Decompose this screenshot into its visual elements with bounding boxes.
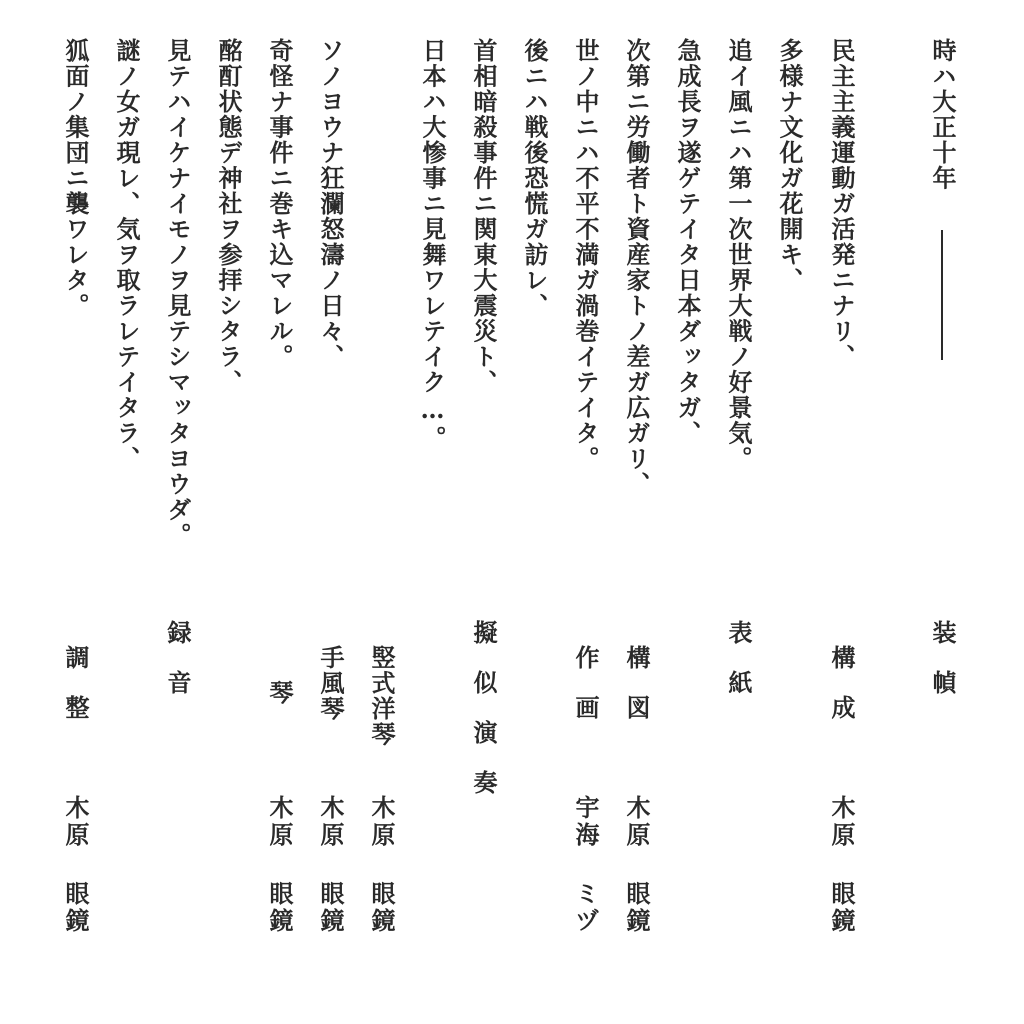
prologue-line-15: 狐面ノ集団ニ襲ワレタ。	[61, 38, 90, 319]
prologue-line-5: 次第ニ労働者ト資産家トノ差ガ広ガリ、	[622, 38, 651, 497]
credit-piano-name: 木原 眼鏡	[367, 795, 396, 935]
prologue-line-14: 謎ノ女ガ現レ、気ヲ取ラレテイタラ、	[112, 38, 141, 472]
credit-illustration-label: 作画	[571, 645, 600, 745]
credit-piano-label: 竪式洋琴	[367, 645, 396, 747]
credit-composition-name: 木原 眼鏡	[827, 795, 856, 935]
credit-performance-label: 擬似演奏	[469, 620, 498, 820]
prologue-line-3: 追イ風ニハ第一次世界大戦ノ好景気。	[724, 38, 753, 472]
credit-accordion-name: 木原 眼鏡	[316, 795, 345, 935]
prologue-line-1: 民主主義運動ガ活発ニナリ、	[827, 38, 856, 370]
prologue-line-7: 後ニハ戦後恐慌ガ訪レ、	[520, 38, 549, 319]
credit-layout-label: 構図	[622, 645, 651, 745]
prologue-line-2: 多様ナ文化ガ花開キ、	[775, 38, 804, 293]
prologue-line-12: 酩酊状態デ神社ヲ参拝シタラ、	[214, 38, 243, 395]
credit-layout-name: 木原 眼鏡	[622, 795, 651, 935]
credit-accordion-label: 手風琴	[316, 645, 345, 722]
credit-mixing-label: 調整	[61, 645, 90, 745]
credit-recording-label: 録音	[163, 620, 192, 720]
credit-binding-label: 装幀	[928, 620, 957, 720]
credit-illustration-name: 宇海 ミヅ	[571, 795, 600, 935]
prologue-line-10: ソノヨウナ狂瀾怒濤ノ日々、	[316, 38, 345, 370]
prologue-line-11: 奇怪ナ事件ニ巻キ込マレル。	[265, 38, 294, 370]
prologue-line-9: 日本ハ大惨事ニ見舞ワレテイク…。	[418, 38, 447, 451]
credit-composition-label: 構成	[827, 645, 856, 745]
prologue-line-6: 世ノ中ニハ不平不満ガ渦巻イテイタ。	[571, 38, 600, 472]
prologue-line-8: 首相暗殺事件ニ関東大震災ト、	[469, 38, 498, 395]
credit-mixing-name: 木原 眼鏡	[61, 795, 90, 935]
credit-koto-label: 琴	[265, 680, 294, 706]
prologue-title: 時ハ大正十年	[928, 38, 957, 191]
prologue-line-4: 急成長ヲ遂ゲテイタ日本ダッタガ、	[673, 38, 702, 446]
credit-cover-label: 表紙	[724, 620, 753, 720]
prologue-line-13: 見テハイケナイモノヲ見テシマッタヨウダ。	[163, 38, 192, 548]
credit-koto-name: 木原 眼鏡	[265, 795, 294, 935]
title-rule	[941, 230, 943, 360]
